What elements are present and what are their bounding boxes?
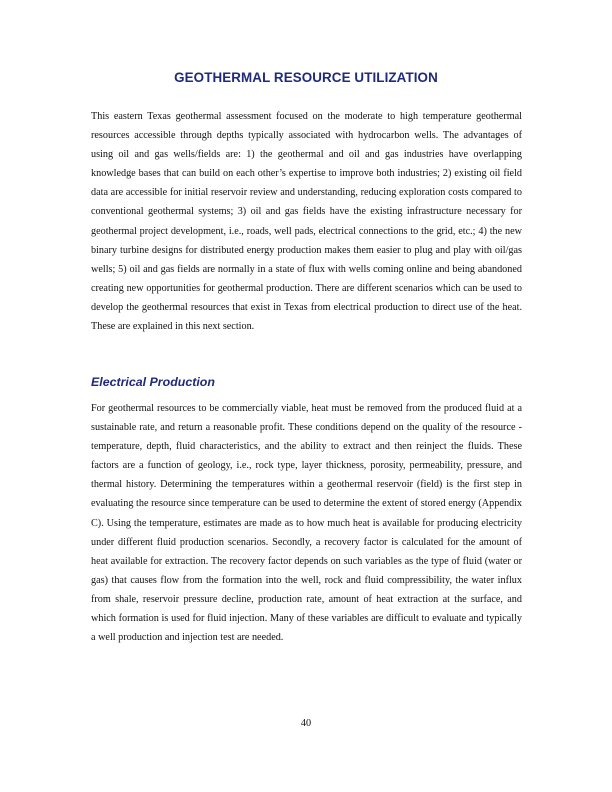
intro-paragraph: This eastern Texas geothermal assessment focused on the moderate to high temperature geothermal resources accessible through depths typically associated with hydrocarbon wells. The advantages of using oil and gas wells/fields are: 1) the geothermal and oil and gas industries have overlapping knowledge bases that can build on each other’s expertise to improve both industries; 2) existing oil field data are accessible for initial reservoir review and understanding, reducing exploration costs compared to conventional geothermal systems; 3) oil and gas fields have the existing infrastructure necessary for geothermal project development, i.e., roads, well pads, electrical connections to the grid, etc.; 4) the new binary turbine designs for distributed energy production makes them easier to plug and play with oil/gas wells; 5) oil and gas fields are normally in a state of flux with wells coming online and being abandoned creating new opportunities for geothermal production. There are different scenarios which can be used to develop the geothermal resources that exist in Texas from electrical production to direct use of the heat. These are explained in this next section. bbox=[91, 111, 522, 333]
page-title: GEOTHERMAL RESOURCE UTILIZATION bbox=[174, 70, 438, 85]
page-number: 40 bbox=[300, 718, 312, 729]
electrical-production-paragraph: For geothermal resources to be commercially viable, heat must be removed from the produced fluid at a sustainable rate, and return a reasonable profit. These conditions depend on the quality of the resource - temperature, depth, fluid characteristics, and the ability to extract and then reinject the fluids. These factors are a function of geology, i.e., rock type, layer thickness, porosity, permeability, pressure, and thermal history. Determining the temperatures within a geothermal reservoir (field) is the first step in evaluating the resource since temperature can be used to determine the extent of stored energy (Appendix C). Using the temperature, estimates are made as to how much heat is available for producing electricity under different fluid production scenarios. Secondly, a recovery factor is calculated for the amount of heat available for extraction. The recovery factor depends on such variables as the type of fluid (water or gas) that causes flow from the formation into the well, rock and fluid compressibility, the water influx from shale, reservoir pressure decline, production rate, amount of heat extraction at the surface, and which formation is used for fluid injection. Many of these variables are difficult to evaluate and typically a well production and injection test are needed. bbox=[91, 403, 522, 644]
section-heading: Electrical Production bbox=[91, 375, 215, 389]
